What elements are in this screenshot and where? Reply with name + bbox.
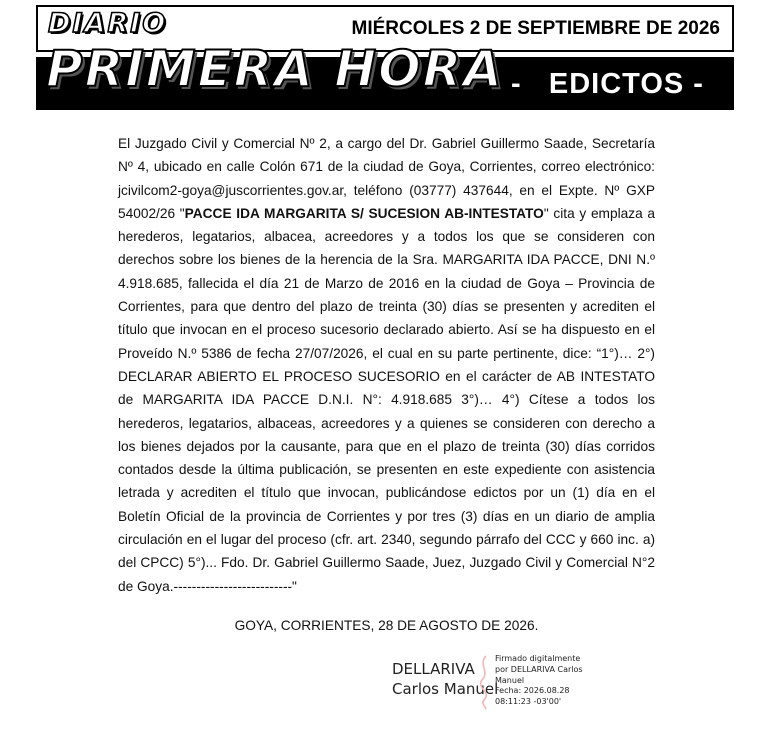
edict-text-part2: " cita y emplaza a herederos, legatarios, albacea, acreedores y a todos los que se consideren con derechos sobre los bienes de la herencia de la Sra. MARGARITA IDA PACCE, DNI N.º 4.918.685, fallecida el día 21 de Marzo de 2016 en la ciudad de Goya – Provincia de Corrientes, para que dentro del plazo de treinta (30) días se presenten y acrediten el título que invocan en el proceso sucesorio declarado abierto. Así se ha dispuesto en el Proveído N.º 5386 de fecha 27/07/2026, el cual en su parte pertinente, dice: “1°)… 2°) DECLARAR ABIERTO EL PROCESO SUCESORIO en el carácter de AB INTESTATO de MARGARITA IDA PACCE D.N.I. N°: 4.918.685 3°)… 4°) Cítese a todos los herederos, legatarios, albaceas, acreedores y a quienes se consideren con derecho a los bienes dejados por la causante, para que en el plazo de treinta (30) días corridos contados desde la última publicación, se presenten en este expediente con asistencia letrada y acrediten el título que invocan, publicándose edictos por un (1) día en el Boletín Oficial de la provincia de Corrientes y por tres (3) días en un diario de amplia circulación en el lugar del proceso (cfr. art. 2340, segundo párrafo del CCC y 660 inc. a) del CPCC) 5°)... Fdo. Dr. Gabriel Guillermo Saade, Juez, Juzgado Civil y Comercial N°2 de Goya.--------------------------" [118,205,655,594]
newspaper-header [36,5,734,110]
signature-detail-line: 08:11:23 -03'00' [495,697,562,707]
signer-surname: DELLARIVA [392,660,475,678]
signature-detail-line: Firmado digitalmente [495,654,581,663]
section-title: - EDICTOS - [511,68,704,100]
signature-scribble-icon [474,654,496,710]
edict-body [118,132,655,598]
signer-given-name: Carlos Manuel [392,680,499,698]
edict-text-part1: El Juzgado Civil y Comercial Nº 2, a cargo del Dr. Gabriel Guillermo Saade, Secretaría Nº 4, ubicado en calle Colón 671 de la ciudad de Goya, Corrientes, correo electrónico: jcivilcom2-goya@juscorrientes.gov.ar, teléfono (03777) 437644, en el Expte. Nº GXP 54002/26 " [118,136,655,221]
logo-primera-hora: PRIMERA HORA [46,40,504,98]
edict-paragraph [118,132,655,598]
signature-detail-line: Manuel [495,675,525,685]
logo-diario: DIARIO [48,8,168,39]
signature-detail-line: Fecha: 2026.08.28 [495,686,570,696]
edition-date: MIÉRCOLES 2 DE SEPTIEMBRE DE 2026 [351,18,720,39]
signature-details [495,654,595,708]
signature-detail-line: por DELLARIVA Carlos [495,664,583,674]
place-and-date: GOYA, CORRIENTES, 28 DE AGOSTO DE 2026. [234,618,539,633]
case-title: PACCE IDA MARGARITA S/ SUCESION AB-INTESTATO [184,205,544,221]
digital-signature [392,656,592,716]
